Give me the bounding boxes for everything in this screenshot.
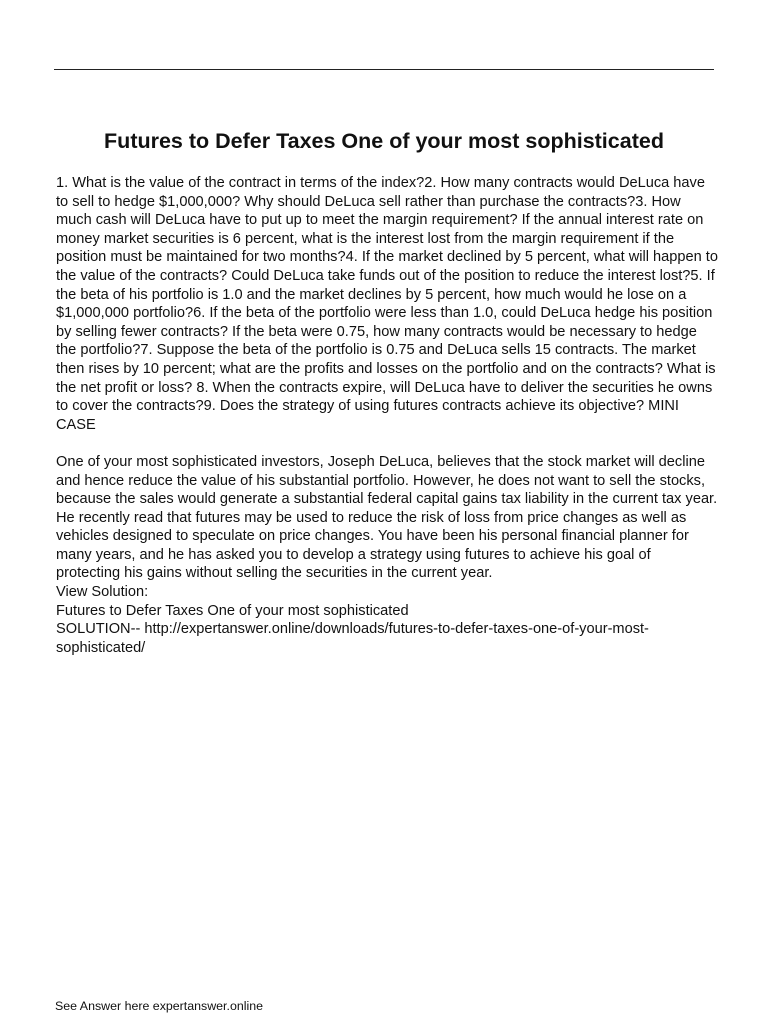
questions-paragraph: 1. What is the value of the contract in terms of the index?2. How many contracts would DeLuca have to sell to hedge $1,000,000? Why should DeLuca sell rather than purchase the contracts?3. How much cash will DeLuca have to put up to meet the margin requirement? If the annual interest rate on money market securities is 6 percent, what is the interest lost from the margin requirement if the position must be maintained for two months?4. If the market declined by 5 percent, what will happen to the value of the contracts? Could DeLuca take funds out of the position to reduce the interest lost?5. If the beta of his portfolio is 1.0 and the market declines by 5 percent, how much would he lose on a $1,000,000 portfolio?6. If the beta of the portfolio were less than 1.0, could DeLuca hedge his position by selling fewer contracts? If the beta were 0.75, how many contracts would be necessary to hedge the portfolio?7. Suppose the beta of the portfolio is 0.75 and DeLuca sells 15 contracts. The market then rises by 10 percent; what are the profits and losses on the portfolio and on the contracts? What is the net profit or loss? 8. When the contracts expire, will DeLuca have to deliver the securities he owns to cover the contracts?9. Does the strategy of using futures contracts achieve its objective? MINI CASE <box>56 175 718 433</box>
top-divider <box>54 69 714 70</box>
document-body <box>56 174 718 657</box>
solution-link[interactable] <box>56 620 718 657</box>
solution-link-line1[interactable]: SOLUTION-- http://expertanswer.online/downloads/futures-to-defer-taxes-one-of-your-most- <box>56 621 649 638</box>
page-title: Futures to Defer Taxes One of your most sophisticated <box>104 129 664 153</box>
footer-note: See Answer here expertanswer.online <box>55 999 264 1013</box>
solution-link-line2[interactable]: sophisticated/ <box>56 639 146 656</box>
solution-title: Futures to Defer Taxes One of your most sophisticated <box>56 602 409 619</box>
view-solution-label: View Solution: <box>56 584 149 601</box>
case-paragraph: One of your most sophisticated investors, Joseph DeLuca, believes that the stock market will decline and hence reduce the value of his substantial portfolio. However, he does not want to sell the stocks, because the sales would generate a substantial federal capital gains tax liability in the current tax year. He recently read that futures may be used to reduce the risk of loss from price changes as well as vehicles designed to speculate on price changes. You have been his personal financial planner for many years, and he has asked you to develop a strategy using futures to achieve his goal of protecting his gains without selling the securities in the current year. <box>56 453 718 582</box>
